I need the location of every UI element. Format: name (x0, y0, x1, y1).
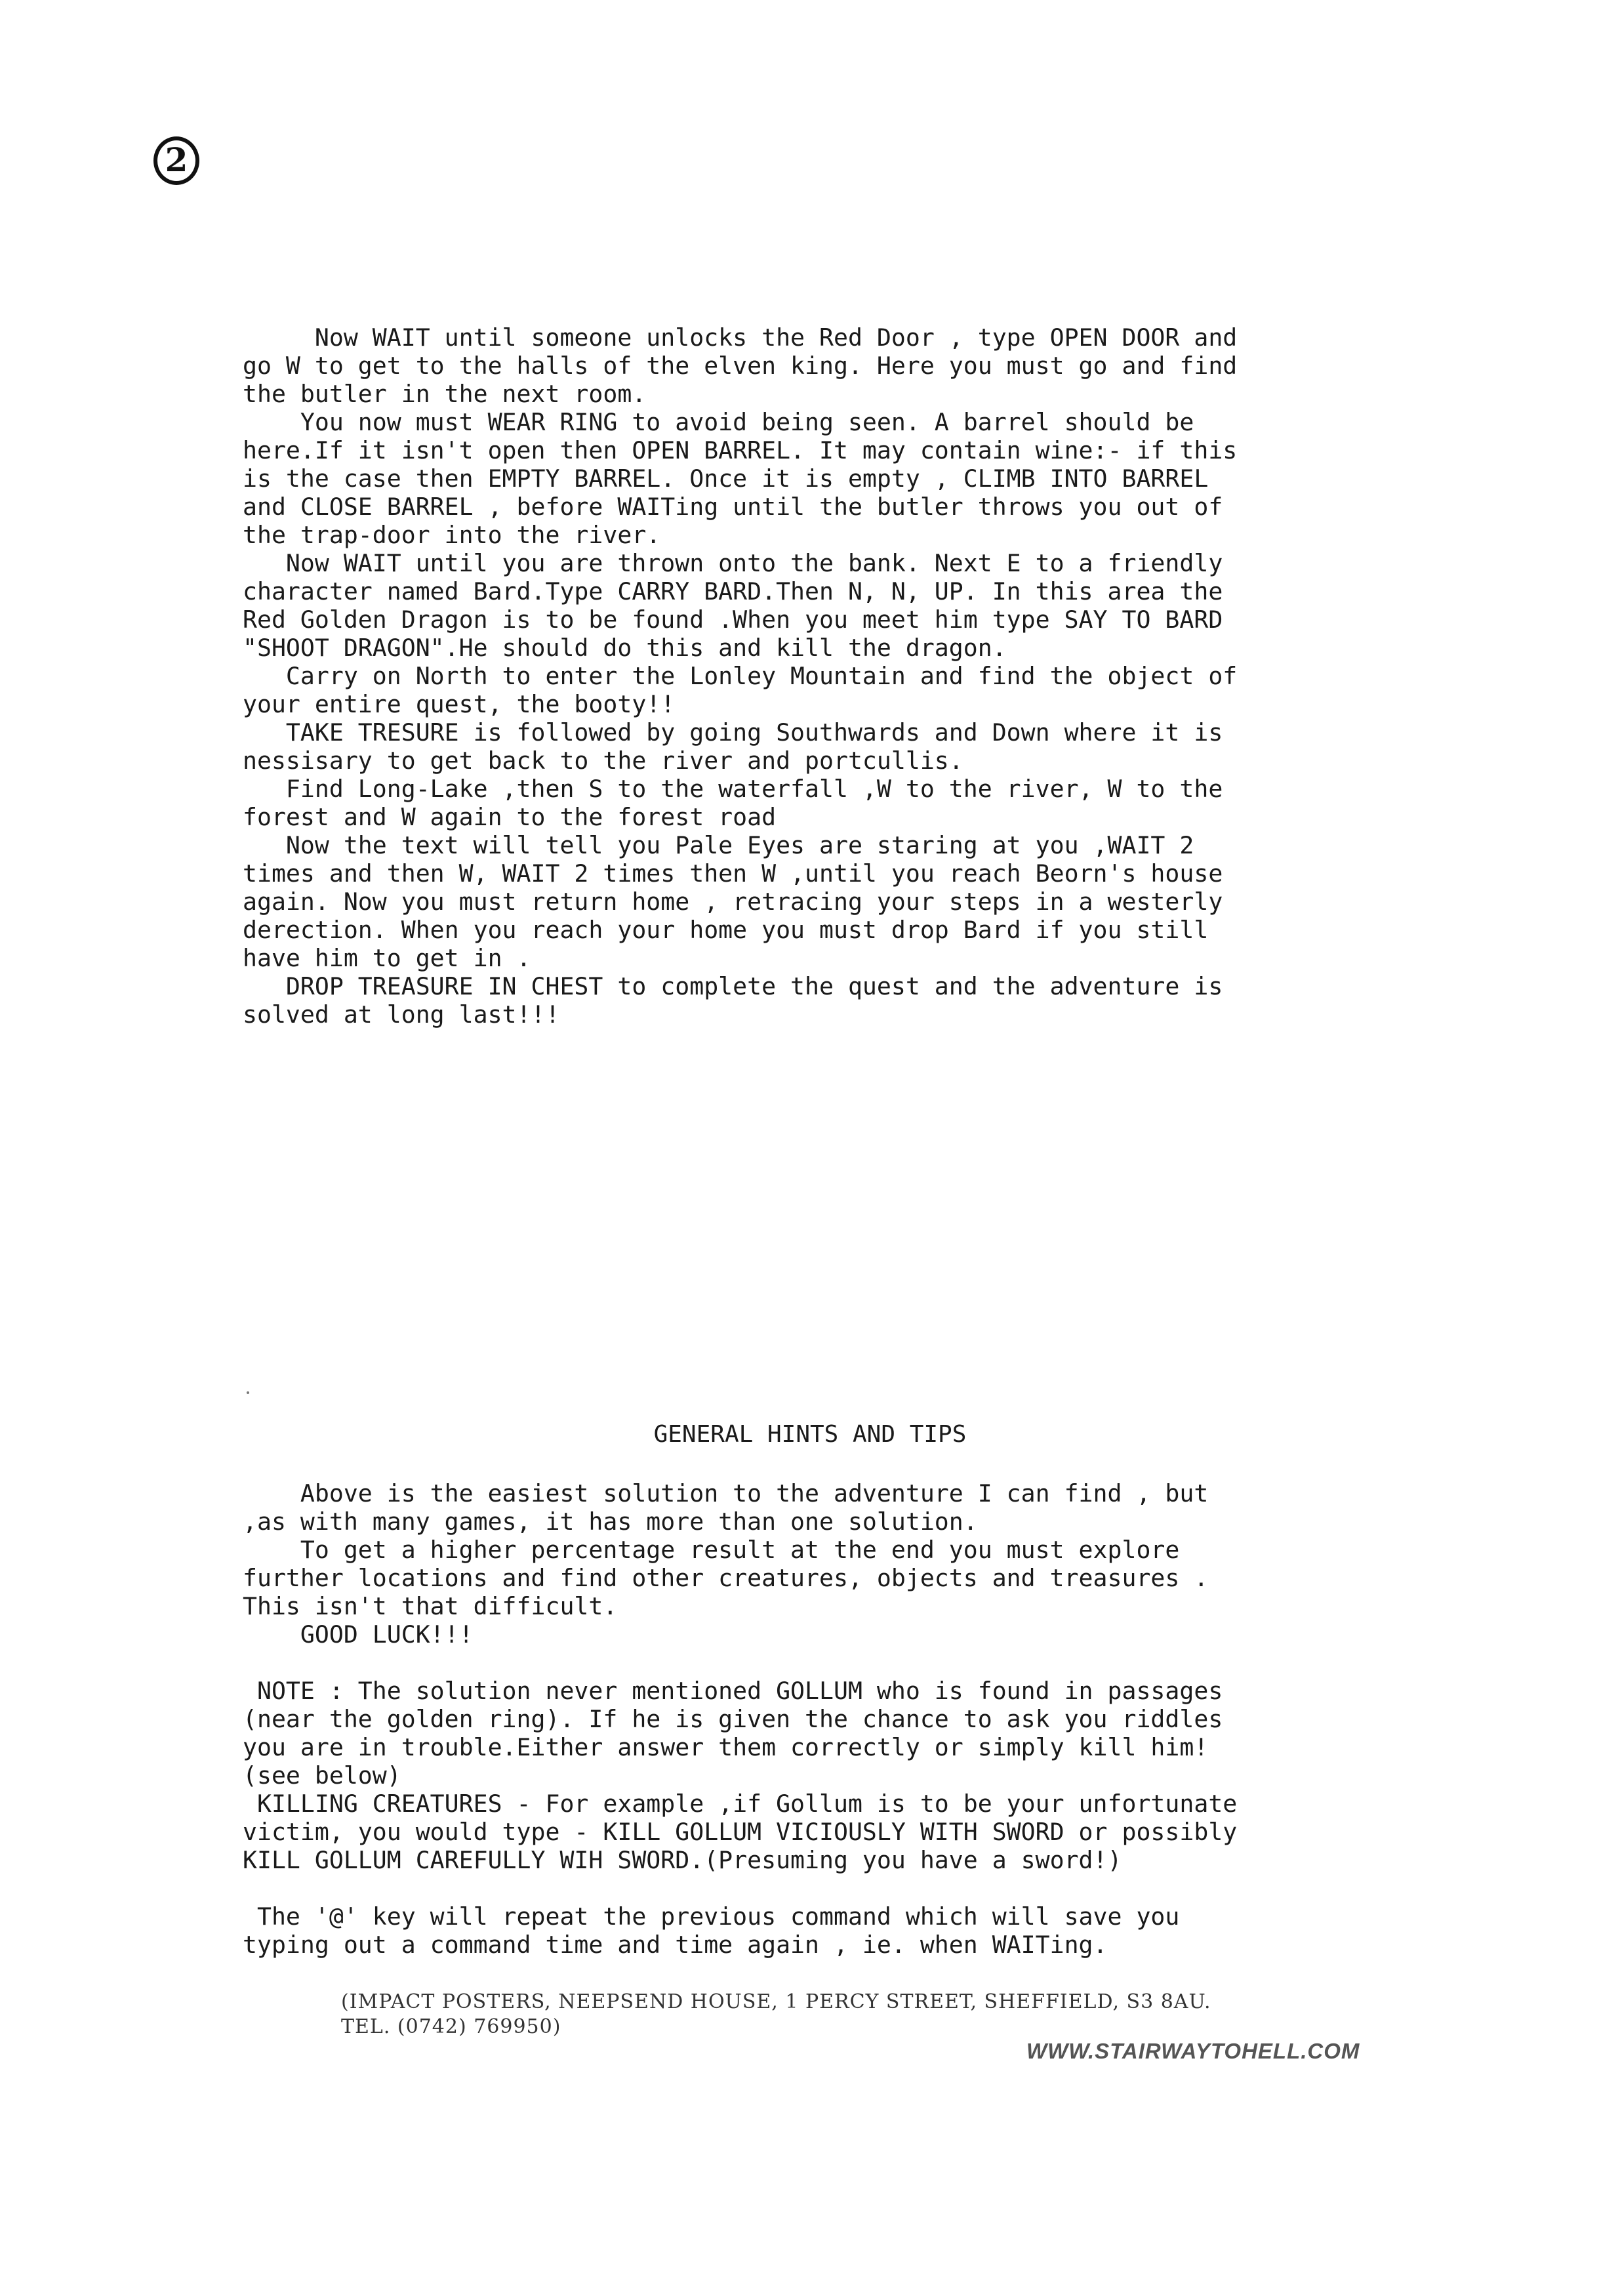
text-line: times and then W, WAIT 2 times then W ,until you reach Beorn's house (243, 859, 1223, 888)
publisher-address (341, 1990, 1211, 2040)
text-line: You now must WEAR RING to avoid being seen. A barrel should be (243, 408, 1194, 436)
text-line: "SHOOT DRAGON".He should do this and kill the dragon. (243, 634, 1007, 662)
text-line: have him to get in . (243, 944, 531, 972)
text-line: KILLING CREATURES - For example ,if Gollum is to be your unfortunate (243, 1790, 1238, 1818)
text-line: is the case then EMPTY BARREL. Once it is empty , CLIMB INTO BARREL (243, 464, 1209, 493)
text-line: forest and W again to the forest road (243, 803, 777, 831)
text-line: Find Long-Lake ,then S to the waterfall ,W to the river, W to the (243, 775, 1223, 803)
text-line: GOOD LUCK!!! (243, 1620, 474, 1649)
text-line: TEL. (0742) 769950) (341, 2015, 561, 2038)
text-line: your entire quest, the booty!! (243, 690, 676, 718)
text-line: Now WAIT until someone unlocks the Red Door , type OPEN DOOR and (243, 323, 1238, 352)
text-line: This isn't that difficult. (243, 1592, 618, 1620)
text-line: the trap-door into the river. (243, 521, 661, 549)
text-line: TAKE TRESURE is followed by going Southwards and Down where it is (243, 718, 1223, 747)
hints-heading: GENERAL HINTS AND TIPS (653, 1421, 967, 1448)
text-line: victim, you would type - KILL GOLLUM VICIOUSLY WITH SWORD or possibly (243, 1818, 1238, 1846)
text-line: go W to get to the halls of the elven king. Here you must go and find (243, 352, 1238, 380)
solution-text (243, 323, 1436, 1029)
text-line: you are in trouble.Either answer them correctly or simply kill him! (243, 1733, 1209, 1761)
text-line: NOTE : The solution never mentioned GOLLUM who is found in passages (243, 1677, 1223, 1705)
text-line: DROP TREASURE IN CHEST to complete the quest and the adventure is (243, 972, 1223, 1000)
text-line: To get a higher percentage result at the end you must explore (243, 1536, 1180, 1564)
paragraph-gap (243, 1649, 1436, 1677)
text-line: Carry on North to enter the Lonley Mountain and find the object of (243, 662, 1238, 690)
text-line: solved at long last!!! (243, 1000, 560, 1029)
text-line: and CLOSE BARREL , before WAITing until the butler throws you out of (243, 493, 1223, 521)
text-line: further locations and find other creatures, objects and treasures . (243, 1564, 1209, 1592)
text-line: (see below) (243, 1761, 401, 1790)
website-watermark: WWW.STAIRWAYTOHELL.COM (1026, 2039, 1360, 2063)
text-line: The '@' key will repeat the previous command which will save you (243, 1902, 1180, 1931)
text-line: Now the text will tell you Pale Eyes are staring at you ,WAIT 2 (243, 831, 1194, 859)
text-line: derection. When you reach your home you must drop Bard if you still (243, 916, 1209, 944)
text-line: character named Bard.Type CARRY BARD.Then N, N, UP. In this area the (243, 577, 1223, 605)
paragraph-gap (243, 1874, 1436, 1902)
text-line: (IMPACT POSTERS, NEEPSEND HOUSE, 1 PERCY STREET, SHEFFIELD, S3 8AU. (341, 1990, 1211, 2013)
text-line: ,as with many games, it has more than one solution. (243, 1507, 978, 1536)
hints-text (243, 1479, 1436, 1959)
text-line: Red Golden Dragon is to be found .When you meet him type SAY TO BARD (243, 605, 1223, 634)
text-line: typing out a command time and time again , ie. when WAITing. (243, 1931, 1108, 1959)
text-line: nessisary to get back to the river and portcullis. (243, 747, 963, 775)
text-line: Now WAIT until you are thrown onto the bank. Next E to a friendly (243, 549, 1223, 577)
text-line: KILL GOLLUM CAREFULLY WIH SWORD.(Presuming you have a sword!) (243, 1846, 1122, 1874)
text-line: Above is the easiest solution to the adventure I can find , but (243, 1479, 1209, 1507)
text-line: here.If it isn't open then OPEN BARREL. It may contain wine:- if this (243, 436, 1238, 464)
text-line: again. Now you must return home , retracing your steps in a westerly (243, 888, 1223, 916)
text-line: the butler in the next room. (243, 380, 647, 408)
text-line: (near the golden ring). If he is given the chance to ask you riddles (243, 1705, 1223, 1733)
scan-speck (247, 1391, 249, 1394)
page-number: 2 (153, 136, 199, 185)
